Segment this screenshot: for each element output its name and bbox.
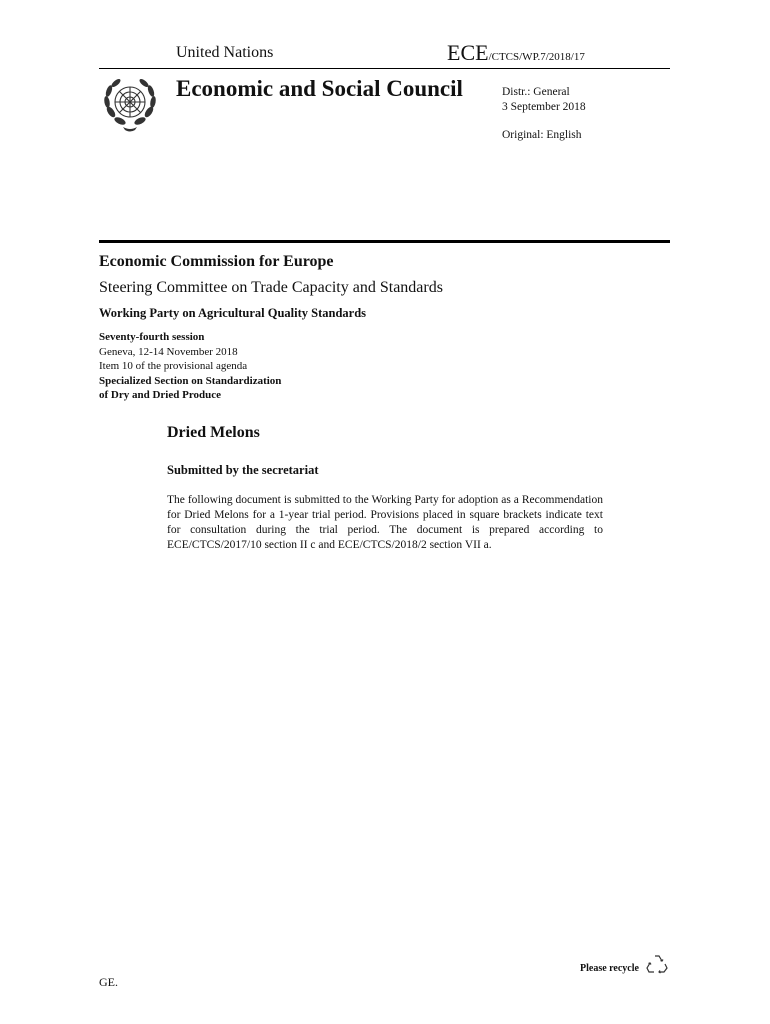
document-symbol xyxy=(447,40,585,66)
session-block xyxy=(99,330,281,403)
symbol-prefix: ECE xyxy=(447,40,489,65)
distr-line: Distr.: General xyxy=(502,86,570,98)
document-title: Dried Melons xyxy=(167,424,260,441)
section-divider xyxy=(99,240,670,243)
committee-heading: Steering Committee on Trade Capacity and Standards xyxy=(99,279,443,296)
un-emblem-icon xyxy=(99,74,161,136)
submitted-by: Submitted by the secretariat xyxy=(167,463,319,477)
distribution-info xyxy=(502,85,586,115)
agenda-item: Item 10 of the provisional agenda xyxy=(99,360,248,372)
recycle-label: Please recycle xyxy=(580,963,639,974)
ge-mark: GE. xyxy=(99,975,118,989)
date-line: 3 September 2018 xyxy=(502,101,586,113)
council-title: Economic and Social Council xyxy=(176,76,463,101)
section-name-line2: of Dry and Dried Produce xyxy=(99,389,222,401)
working-party-heading: Working Party on Agricultural Quality Standards xyxy=(99,306,367,320)
session-place-date: Geneva, 12-14 November 2018 xyxy=(99,345,238,358)
header-rule xyxy=(99,68,670,69)
session-name: Seventy-fourth session xyxy=(99,331,205,343)
org-name: United Nations xyxy=(176,44,274,61)
symbol-suffix: /CTCS/WP.7/2018/17 xyxy=(488,51,585,63)
commission-heading: Economic Commission for Europe xyxy=(99,253,334,270)
section-name-line1: Specialized Section on Standardization xyxy=(99,374,282,387)
recycle-icon xyxy=(646,953,668,975)
body-paragraph: The following document is submitted to the Working Party for adoption as a Recommendation for Dried Melons for a 1-year trial period. Provisions placed in square brackets indicate text for consultation during the trial period. The document is prepared according to ECE/CTCS/2017/10 section II c and ECE/CTCS/2018/2 section VII a. xyxy=(167,494,603,551)
original-language: Original: English xyxy=(502,129,582,141)
